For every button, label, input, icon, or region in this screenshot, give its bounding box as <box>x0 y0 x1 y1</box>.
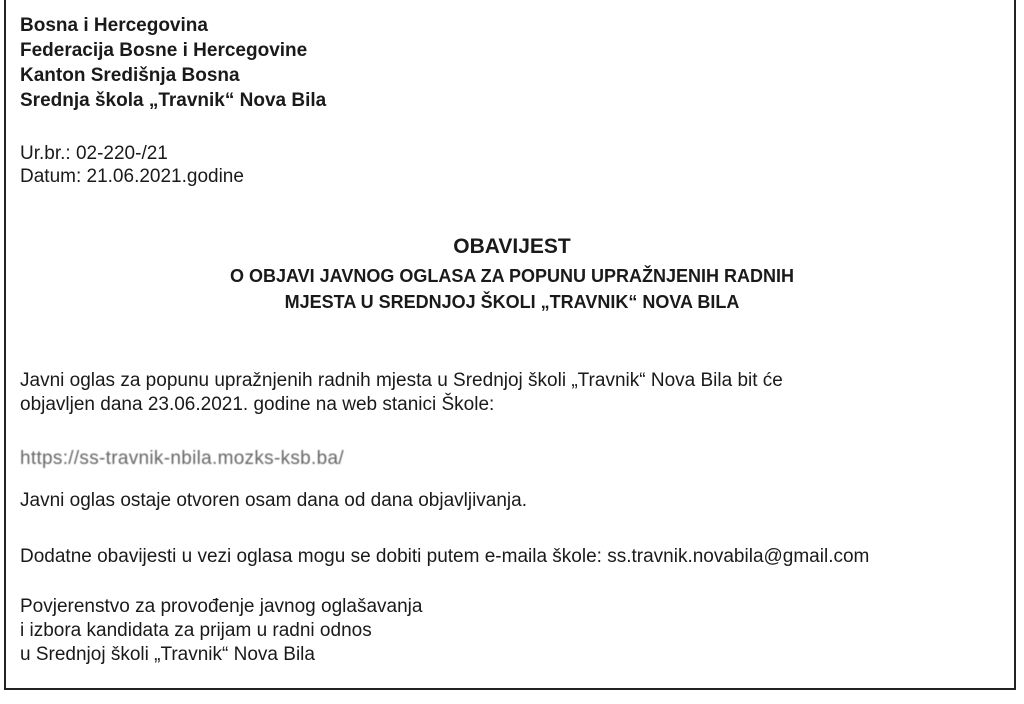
body-paragraph-3: Dodatne obavijesti u vezi oglasa mogu se dobiti putem e-maila škole: ss.travnik.novabila@gmail.com <box>20 546 870 567</box>
body-paragraph-1-line2: objavljen dana 23.06.2021. godine na web stanici Škole: <box>20 394 495 415</box>
header-school: Srednja škola „Travnik“ Nova Bila <box>20 90 327 111</box>
signature-line3: u Srednjoj školi „Travnik“ Nova Bila <box>20 644 315 665</box>
notice-subtitle-line1: O OBJAVI JAVNOG OGLASA ZA POPUNU UPRAŽNJENIH RADNIH <box>229 266 795 286</box>
notice-title: OBAVIJEST <box>453 235 571 258</box>
body-paragraph-1-line1: Javni oglas za popunu upražnjenih radnih mjesta u Srednjoj školi „Travnik“ Nova Bila bit će <box>20 370 783 391</box>
header-federation: Federacija Bosne i Hercegovine <box>20 40 308 61</box>
website-url: https://ss-travnik-nbila.mozks-ksb.ba/ <box>20 448 344 469</box>
reference-number: Ur.br.: 02-220-/21 <box>20 143 168 164</box>
signature-line2: i izbora kandidata za prijam u radni odnos <box>20 620 372 641</box>
reference-date: Datum: 21.06.2021.godine <box>20 166 244 187</box>
header-canton: Kanton Središnja Bosna <box>20 65 240 86</box>
notice-subtitle-line2: MJESTA U SREDNJOJ ŠKOLI „TRAVNIK“ NOVA BILA <box>284 292 740 312</box>
header-country: Bosna i Hercegovina <box>20 15 208 36</box>
body-paragraph-2: Javni oglas ostaje otvoren osam dana od dana objavljivanja. <box>20 490 527 511</box>
signature-line1: Povjerenstvo za provođenje javnog oglašavanja <box>20 596 423 617</box>
